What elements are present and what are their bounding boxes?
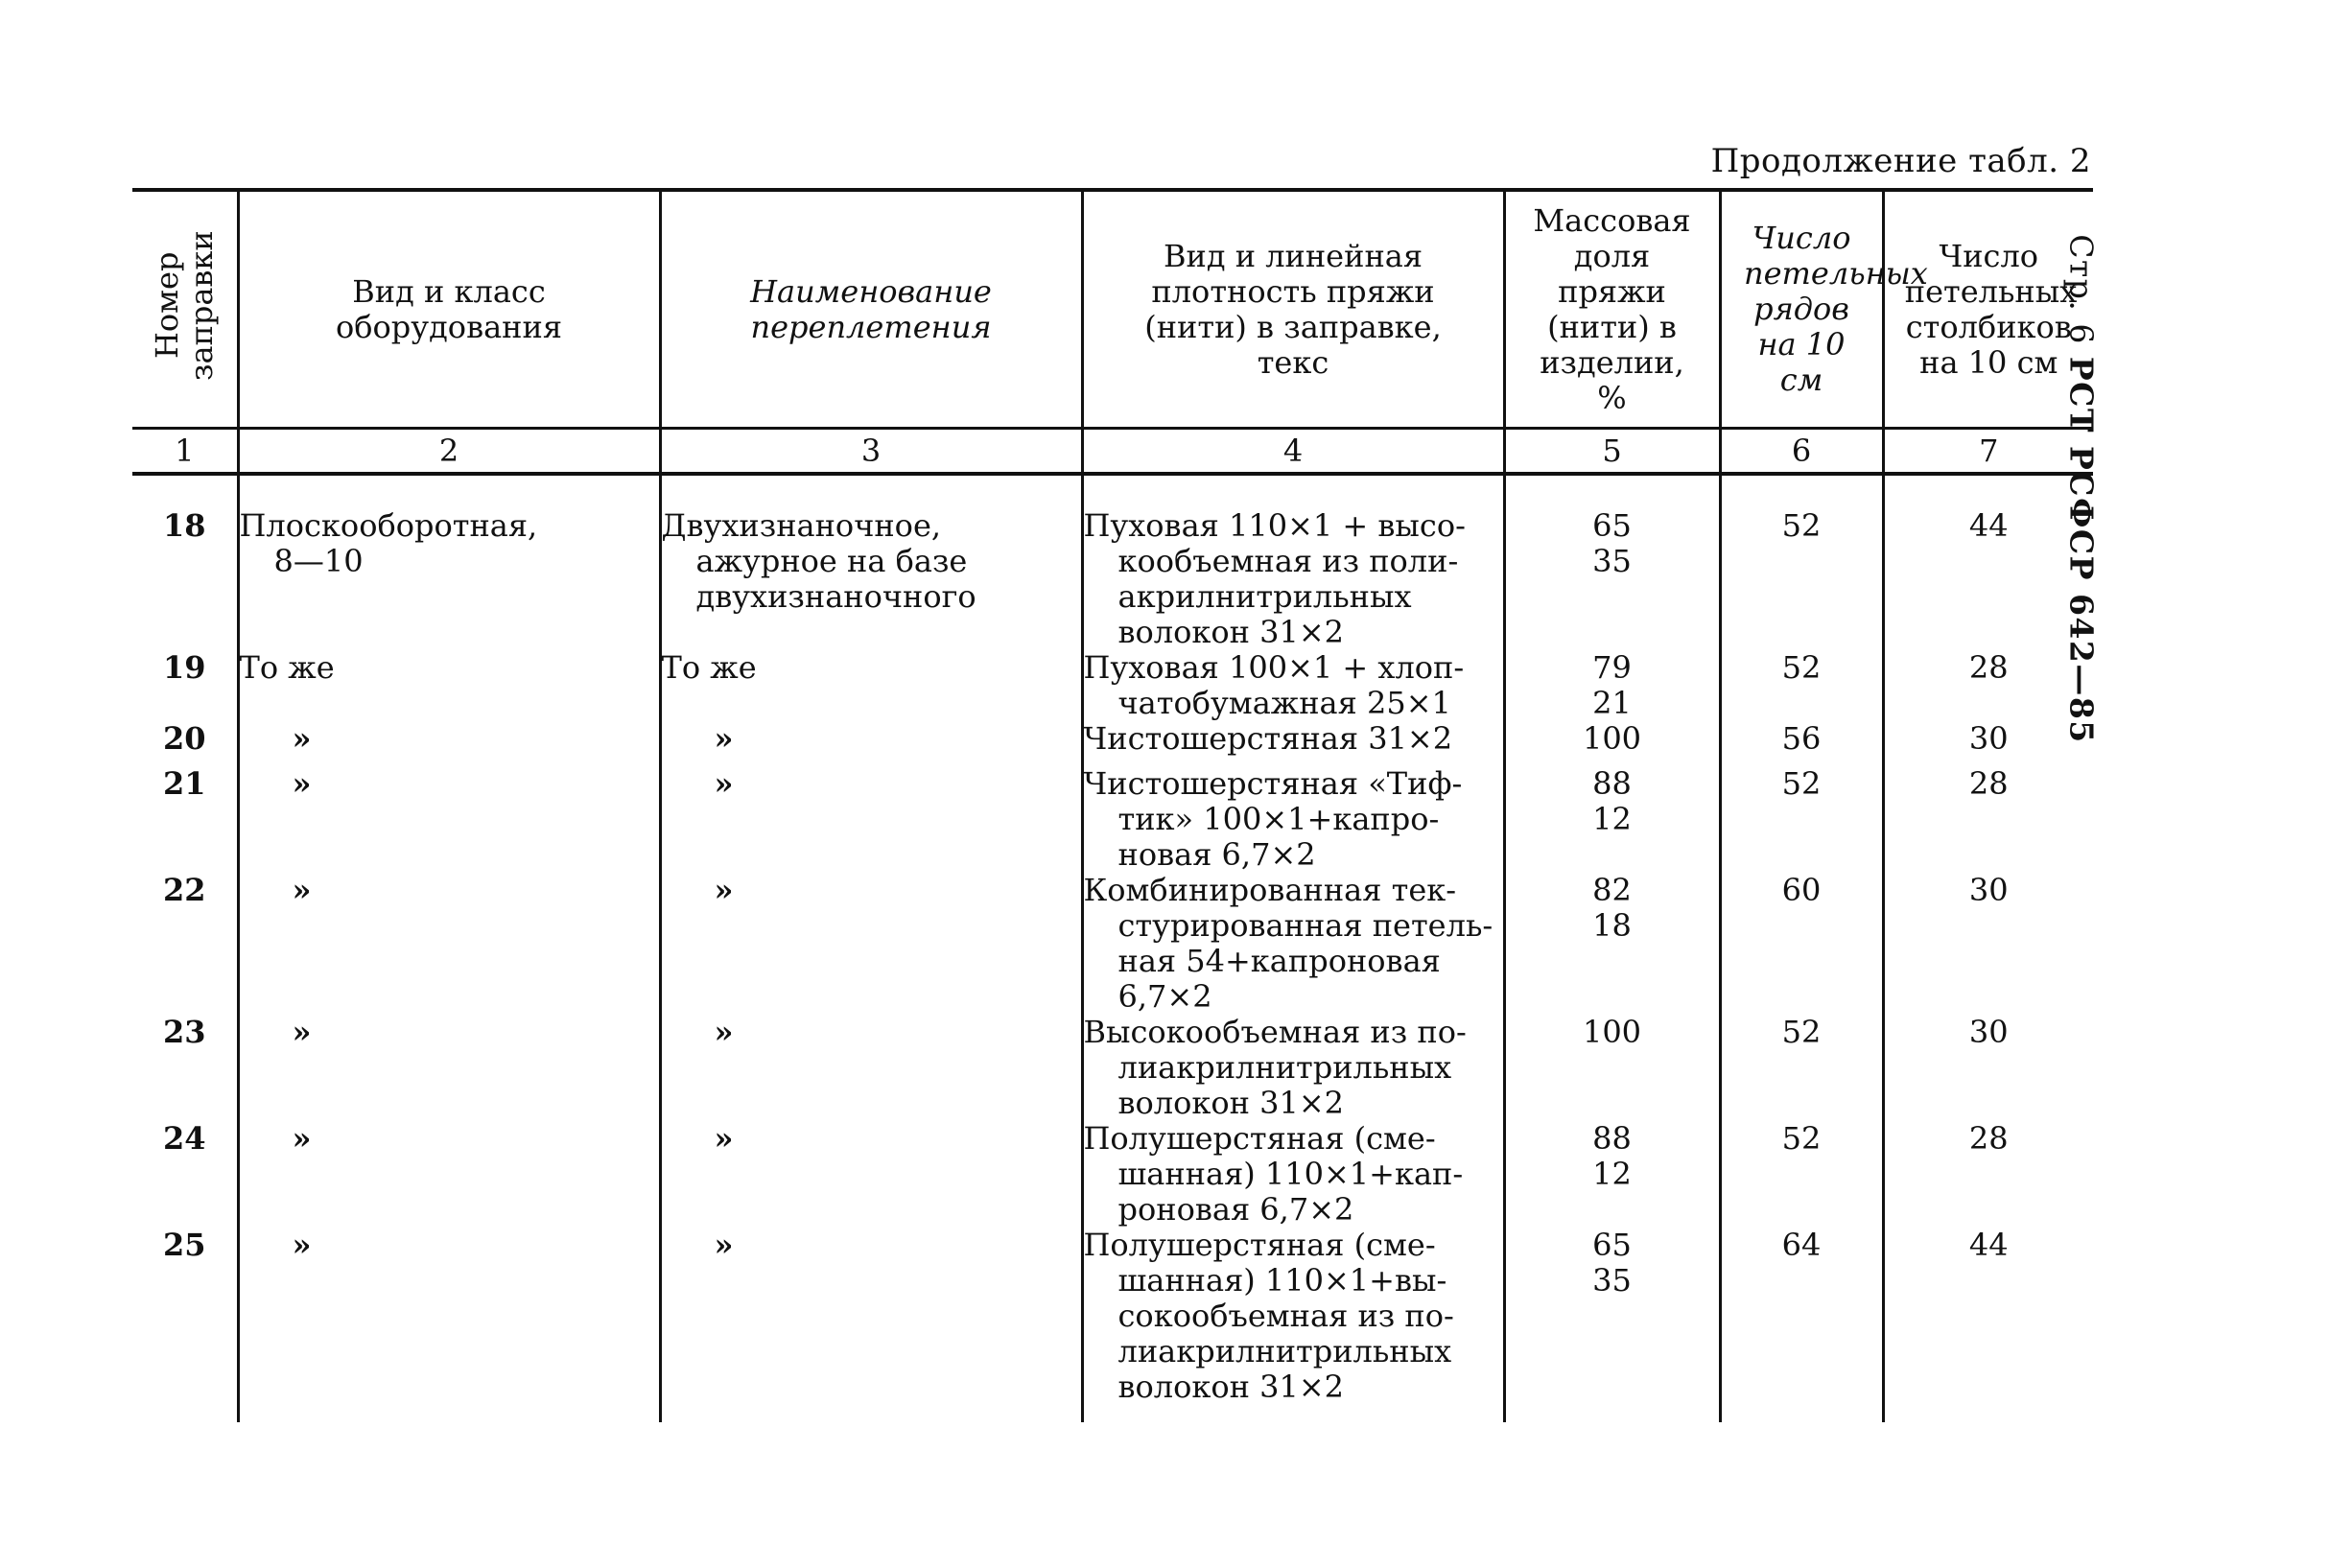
weave-cell xyxy=(660,721,1082,766)
weave-cell: То же xyxy=(660,650,1082,721)
weave-line: ажурное на базе xyxy=(695,543,968,579)
column-number: 5 xyxy=(1504,429,1720,475)
header-loop-rows-label: Число петельных рядов на 10 см xyxy=(1744,220,1928,398)
specification-table xyxy=(132,188,2093,1422)
header-equipment-label: Вид и класс оборудования xyxy=(335,272,562,345)
row-number: 19 xyxy=(162,649,206,686)
yarn-line: Полушерстяная (сме- xyxy=(1083,1120,1436,1157)
mass-value: 12 xyxy=(1592,801,1632,837)
mass-value: 88 xyxy=(1592,1120,1632,1157)
page-number: Стр. 6 xyxy=(2062,234,2101,345)
loop-columns-cell: 30 xyxy=(1883,721,2093,766)
header-mass-share xyxy=(1504,190,1720,429)
standard-code: РСТ РСФСР 642—85 xyxy=(2062,356,2101,744)
row-number: 24 xyxy=(162,1120,206,1157)
mass-value: 18 xyxy=(1592,907,1632,944)
table-row xyxy=(132,474,2093,650)
ditto-mark: » xyxy=(292,1120,312,1157)
yarn-line: шанная) 110⨯1+вы- xyxy=(1117,1262,1447,1299)
weave-cell xyxy=(660,474,1082,650)
equipment-line: Плоскооборотная, xyxy=(239,507,538,544)
table-continuation-caption: Продолжение табл. 2 xyxy=(1710,142,2091,180)
mass-value: 35 xyxy=(1592,543,1632,579)
weave-line: Двухизнаночное, xyxy=(661,507,942,544)
mass-value: 100 xyxy=(1582,1014,1642,1050)
equipment-cell xyxy=(238,1228,660,1422)
yarn-cell xyxy=(1082,721,1504,766)
mass-share-cell xyxy=(1504,650,1720,721)
column-number-row xyxy=(132,429,2093,475)
ditto-mark: » xyxy=(292,872,312,908)
ditto-mark: » xyxy=(714,1120,734,1157)
table-row xyxy=(132,1121,2093,1228)
mass-value: 35 xyxy=(1592,1262,1632,1299)
column-number: 2 xyxy=(238,429,660,475)
row-number: 25 xyxy=(162,1227,206,1263)
yarn-line: волокон 31⨯2 xyxy=(1117,1085,1345,1121)
mass-value: 100 xyxy=(1582,720,1642,757)
yarn-line: лиакрилнитрильных xyxy=(1117,1049,1452,1086)
ditto-mark: » xyxy=(714,1014,734,1050)
yarn-line: тик» 100⨯1+капро- xyxy=(1117,801,1440,837)
column-number: 1 xyxy=(132,429,238,475)
loop-columns-cell: 28 xyxy=(1883,1121,2093,1228)
column-number: 4 xyxy=(1082,429,1504,475)
mass-share-cell xyxy=(1504,873,1720,1015)
loop-columns-cell: 30 xyxy=(1883,1015,2093,1121)
loop-rows-cell: 52 xyxy=(1720,766,1883,873)
column-number: 3 xyxy=(660,429,1082,475)
mass-share-cell xyxy=(1504,1015,1720,1121)
mass-value: 65 xyxy=(1592,1227,1632,1263)
yarn-line: ная 54+капроновая xyxy=(1117,943,1441,979)
table-row xyxy=(132,650,2093,721)
yarn-line: лиакрилнитрильных xyxy=(1117,1333,1452,1369)
header-number-label: Номер заправки xyxy=(149,230,221,381)
yarn-cell xyxy=(1082,766,1504,873)
loop-columns-cell: 28 xyxy=(1883,766,2093,873)
loop-columns-cell: 30 xyxy=(1883,873,2093,1015)
ditto-mark: » xyxy=(714,720,734,757)
header-number xyxy=(132,190,238,429)
yarn-line: Высокообъемная из по- xyxy=(1083,1014,1467,1050)
loop-rows-cell: 56 xyxy=(1720,721,1883,766)
ditto-mark: » xyxy=(714,1227,734,1263)
mass-share-cell xyxy=(1504,1228,1720,1422)
header-loop-columns xyxy=(1883,190,2093,429)
equipment-cell: То же xyxy=(238,650,660,721)
equipment-cell xyxy=(238,873,660,1015)
mass-value: 65 xyxy=(1592,507,1632,544)
yarn-line: чатобумажная 25⨯1 xyxy=(1117,685,1451,721)
mass-share-cell xyxy=(1504,721,1720,766)
yarn-line: кообъемная из поли- xyxy=(1117,543,1459,579)
weave-cell xyxy=(660,1015,1082,1121)
weave-cell xyxy=(660,766,1082,873)
yarn-line: волокон 31⨯2 xyxy=(1117,1369,1345,1405)
header-weave xyxy=(660,190,1082,429)
header-yarn xyxy=(1082,190,1504,429)
column-number: 7 xyxy=(1883,429,2093,475)
ditto-mark: » xyxy=(292,720,312,757)
loop-rows-cell: 52 xyxy=(1720,1015,1883,1121)
yarn-cell xyxy=(1082,650,1504,721)
ditto-mark: » xyxy=(714,765,734,802)
loop-rows-cell: 64 xyxy=(1720,1228,1883,1422)
ditto-mark: » xyxy=(714,872,734,908)
yarn-line: волокон 31⨯2 xyxy=(1117,614,1345,650)
row-number: 23 xyxy=(162,1014,206,1050)
yarn-line: роновая 6,7⨯2 xyxy=(1117,1191,1354,1228)
mass-share-cell xyxy=(1504,766,1720,873)
yarn-line: Полушерстяная (сме- xyxy=(1083,1227,1436,1263)
mass-value: 88 xyxy=(1592,765,1632,802)
yarn-line: стурированная петель- xyxy=(1117,907,1494,944)
yarn-cell xyxy=(1082,873,1504,1015)
ditto-mark: » xyxy=(292,765,312,802)
yarn-line: Чистошерстяная «Тиф- xyxy=(1083,765,1463,802)
mass-share-cell xyxy=(1504,474,1720,650)
yarn-line: акрилнитрильных xyxy=(1117,578,1412,615)
equipment-cell xyxy=(238,474,660,650)
mass-value: 21 xyxy=(1592,685,1632,721)
weave-cell xyxy=(660,1121,1082,1228)
mass-value: 12 xyxy=(1592,1156,1632,1192)
loop-columns-cell: 44 xyxy=(1883,474,2093,650)
mass-share-cell xyxy=(1504,1121,1720,1228)
yarn-line: Пуховая 110⨯1 + высо- xyxy=(1083,507,1466,544)
yarn-line: 6,7⨯2 xyxy=(1117,978,1212,1015)
weave-line: двухизнаночного xyxy=(695,578,976,615)
loop-columns-cell: 28 xyxy=(1883,650,2093,721)
yarn-cell xyxy=(1082,1015,1504,1121)
yarn-line: Пуховая 100⨯1 + хлоп- xyxy=(1083,649,1465,686)
row-number: 21 xyxy=(162,765,206,802)
ditto-mark: » xyxy=(292,1014,312,1050)
equipment-cell xyxy=(238,766,660,873)
equipment-cell xyxy=(238,1121,660,1228)
row-number: 22 xyxy=(162,872,206,908)
yarn-line: новая 6,7⨯2 xyxy=(1117,836,1316,873)
header-mass-share-label: Массовая доля пряжи (нити) в изделии, % xyxy=(1533,201,1691,416)
loop-rows-cell: 52 xyxy=(1720,1121,1883,1228)
mass-value: 79 xyxy=(1592,649,1632,686)
header-weave-label: Наименование переплетения xyxy=(750,272,992,345)
yarn-line: Комбинированная тек- xyxy=(1083,872,1457,908)
table-row xyxy=(132,721,2093,766)
equipment-cell xyxy=(238,721,660,766)
table-row xyxy=(132,766,2093,873)
row-number: 18 xyxy=(162,507,206,544)
loop-rows-cell: 60 xyxy=(1720,873,1883,1015)
weave-cell xyxy=(660,1228,1082,1422)
ditto-mark: » xyxy=(292,1227,312,1263)
header-yarn-label: Вид и линейная плотность пряжи (нити) в заправке, текс xyxy=(1144,237,1442,381)
weave-cell xyxy=(660,873,1082,1015)
yarn-cell xyxy=(1082,1228,1504,1422)
row-number: 20 xyxy=(162,720,206,757)
loop-rows-cell: 52 xyxy=(1720,650,1883,721)
yarn-cell xyxy=(1082,474,1504,650)
yarn-line: шанная) 110⨯1+кап- xyxy=(1117,1156,1464,1192)
yarn-line: сокообъемная из по- xyxy=(1117,1298,1454,1334)
loop-columns-cell: 44 xyxy=(1883,1228,2093,1422)
header-loop-columns-label: Число петельных столбиков на 10 см xyxy=(1904,237,2078,381)
header-equipment xyxy=(238,190,660,429)
table-row xyxy=(132,873,2093,1015)
loop-rows-cell: 52 xyxy=(1720,474,1883,650)
equipment-cell xyxy=(238,1015,660,1121)
yarn-cell xyxy=(1082,1121,1504,1228)
header-loop-rows xyxy=(1720,190,1928,429)
yarn-line: Чистошерстяная 31⨯2 xyxy=(1083,720,1453,757)
equipment-line: 8—10 xyxy=(273,543,364,579)
column-number: 6 xyxy=(1720,429,1883,475)
mass-value: 82 xyxy=(1592,872,1632,908)
table-row xyxy=(132,1015,2093,1121)
header-row xyxy=(132,190,2093,429)
table-row xyxy=(132,1228,2093,1422)
